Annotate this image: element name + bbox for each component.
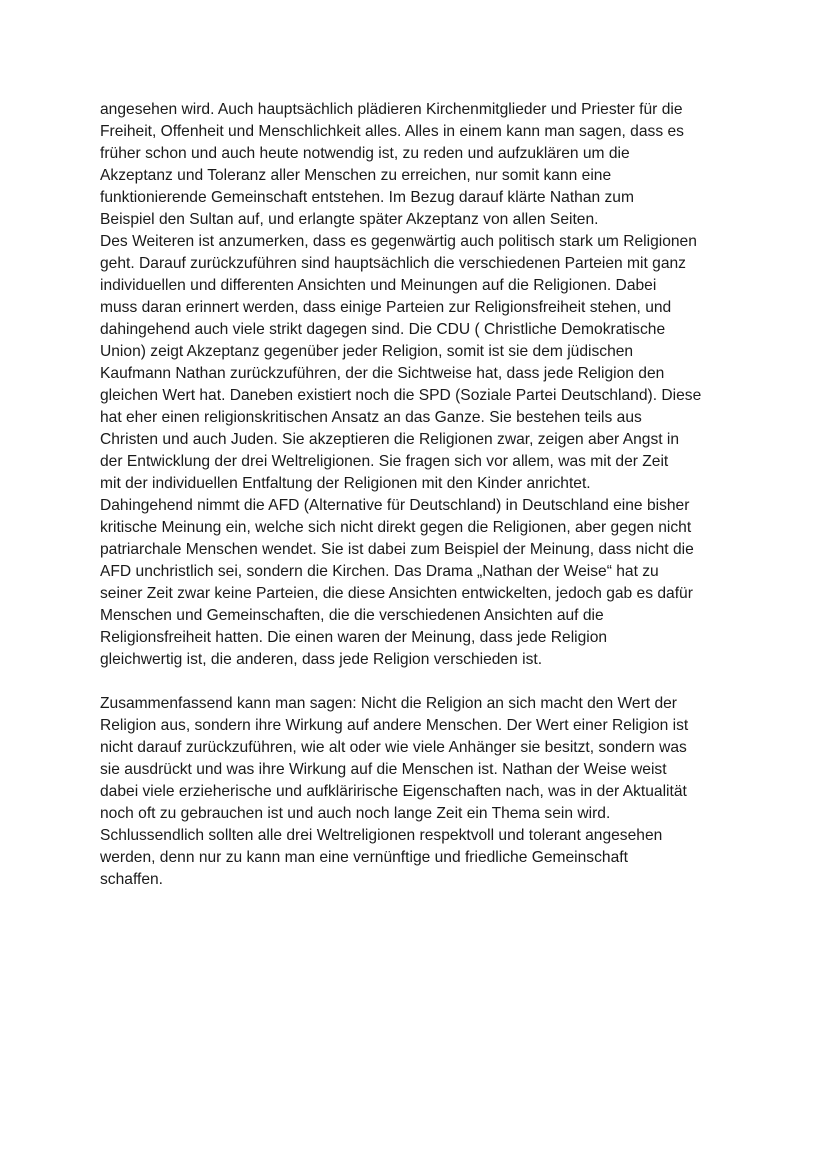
text-line: muss daran erinnert werden, dass einige Parteien zur Religionsfreiheit stehen, und (100, 299, 672, 316)
text-line: AFD unchristlich sei, sondern die Kirchen. Das Drama „Nathan der Weise“ hat zu (100, 563, 659, 580)
text-line: geht. Darauf zurückzuführen sind hauptsächlich die verschiedenen Parteien mit ganz (100, 255, 686, 272)
text-line: Des Weiteren ist anzumerken, dass es gegenwärtig auch politisch stark um Religionen (100, 233, 697, 250)
text-line: angesehen wird. Auch hauptsächlich plädieren Kirchenmitglieder und Priester für die (100, 101, 683, 118)
text-line: individuellen und differenten Ansichten und Meinungen auf die Religionen. Dabei (100, 277, 657, 294)
text-line: funktionierende Gemeinschaft entstehen. Im Bezug darauf klärte Nathan zum (100, 189, 634, 206)
text-line: dabei viele erzieherische und aufklärirische Eigenschaften nach, was in der Aktualität (100, 783, 687, 800)
text-line: gleichwertig ist, die anderen, dass jede Religion verschieden ist. (100, 651, 543, 668)
text-line: nicht darauf zurückzuführen, wie alt oder wie viele Anhänger sie besitzt, sondern was (100, 739, 687, 756)
text-line: Freiheit, Offenheit und Menschlichkeit alles. Alles in einem kann man sagen, dass es (100, 123, 684, 140)
text-line: Kaufmann Nathan zurückzuführen, der die Sichtweise hat, dass jede Religion den (100, 365, 665, 382)
text-line: werden, denn nur zu kann man eine vernünftige und friedliche Gemeinschaft (100, 849, 628, 866)
paragraph-gap (100, 671, 740, 693)
text-line: dahingehend auch viele strikt dagegen sind. Die CDU ( Christliche Demokratische (100, 321, 666, 338)
text-line: mit der individuellen Entfaltung der Religionen mit den Kinder anrichtet. (100, 475, 591, 492)
text-line: Menschen und Gemeinschaften, die die verschiedenen Ansichten auf die (100, 607, 604, 624)
text-line: der Entwicklung der drei Weltreligionen. Sie fragen sich vor allem, was mit der Zeit (100, 453, 669, 470)
text-line: seiner Zeit zwar keine Parteien, die diese Ansichten entwickelten, jedoch gab es dafür (100, 585, 693, 602)
text-line: schaffen. (100, 871, 163, 888)
paragraph-conclusion (100, 693, 740, 891)
text-line: früher schon und auch heute notwendig ist, zu reden und aufzuklären um die (100, 145, 630, 162)
text-line: kritische Meinung ein, welche sich nicht direkt gegen die Religionen, aber gegen nicht (100, 519, 692, 536)
paragraph-discussion (100, 99, 740, 671)
text-line: Union) zeigt Akzeptanz gegenüber jeder Religion, somit ist sie dem jüdischen (100, 343, 634, 360)
text-line: gleichen Wert hat. Daneben existiert noch die SPD (Soziale Partei Deutschland). Diese (100, 387, 702, 404)
text-line: patriarchale Menschen wendet. Sie ist dabei zum Beispiel der Meinung, dass nicht die (100, 541, 694, 558)
text-line: Christen und auch Juden. Sie akzeptieren die Religionen zwar, zeigen aber Angst in (100, 431, 680, 448)
text-line: Zusammenfassend kann man sagen: Nicht die Religion an sich macht den Wert der (100, 695, 677, 712)
text-line: Akzeptanz und Toleranz aller Menschen zu erreichen, nur somit kann eine (100, 167, 612, 184)
text-line: Beispiel den Sultan auf, und erlangte später Akzeptanz von allen Seiten. (100, 211, 599, 228)
text-line: Schlussendlich sollten alle drei Weltreligionen respektvoll und tolerant angesehen (100, 827, 663, 844)
document-text (100, 99, 740, 891)
text-line: Religionsfreiheit hatten. Die einen waren der Meinung, dass jede Religion (100, 629, 608, 646)
text-line: hat eher einen religionskritischen Ansatz an das Ganze. Sie bestehen teils aus (100, 409, 642, 426)
text-line: noch oft zu gebrauchen ist und auch noch lange Zeit ein Thema sein wird. (100, 805, 611, 822)
text-line: Dahingehend nimmt die AFD (Alternative für Deutschland) in Deutschland eine bisher (100, 497, 690, 514)
text-line: Religion aus, sondern ihre Wirkung auf andere Menschen. Der Wert einer Religion ist (100, 717, 689, 734)
text-line: sie ausdrückt und was ihre Wirkung auf die Menschen ist. Nathan der Weise weist (100, 761, 667, 778)
